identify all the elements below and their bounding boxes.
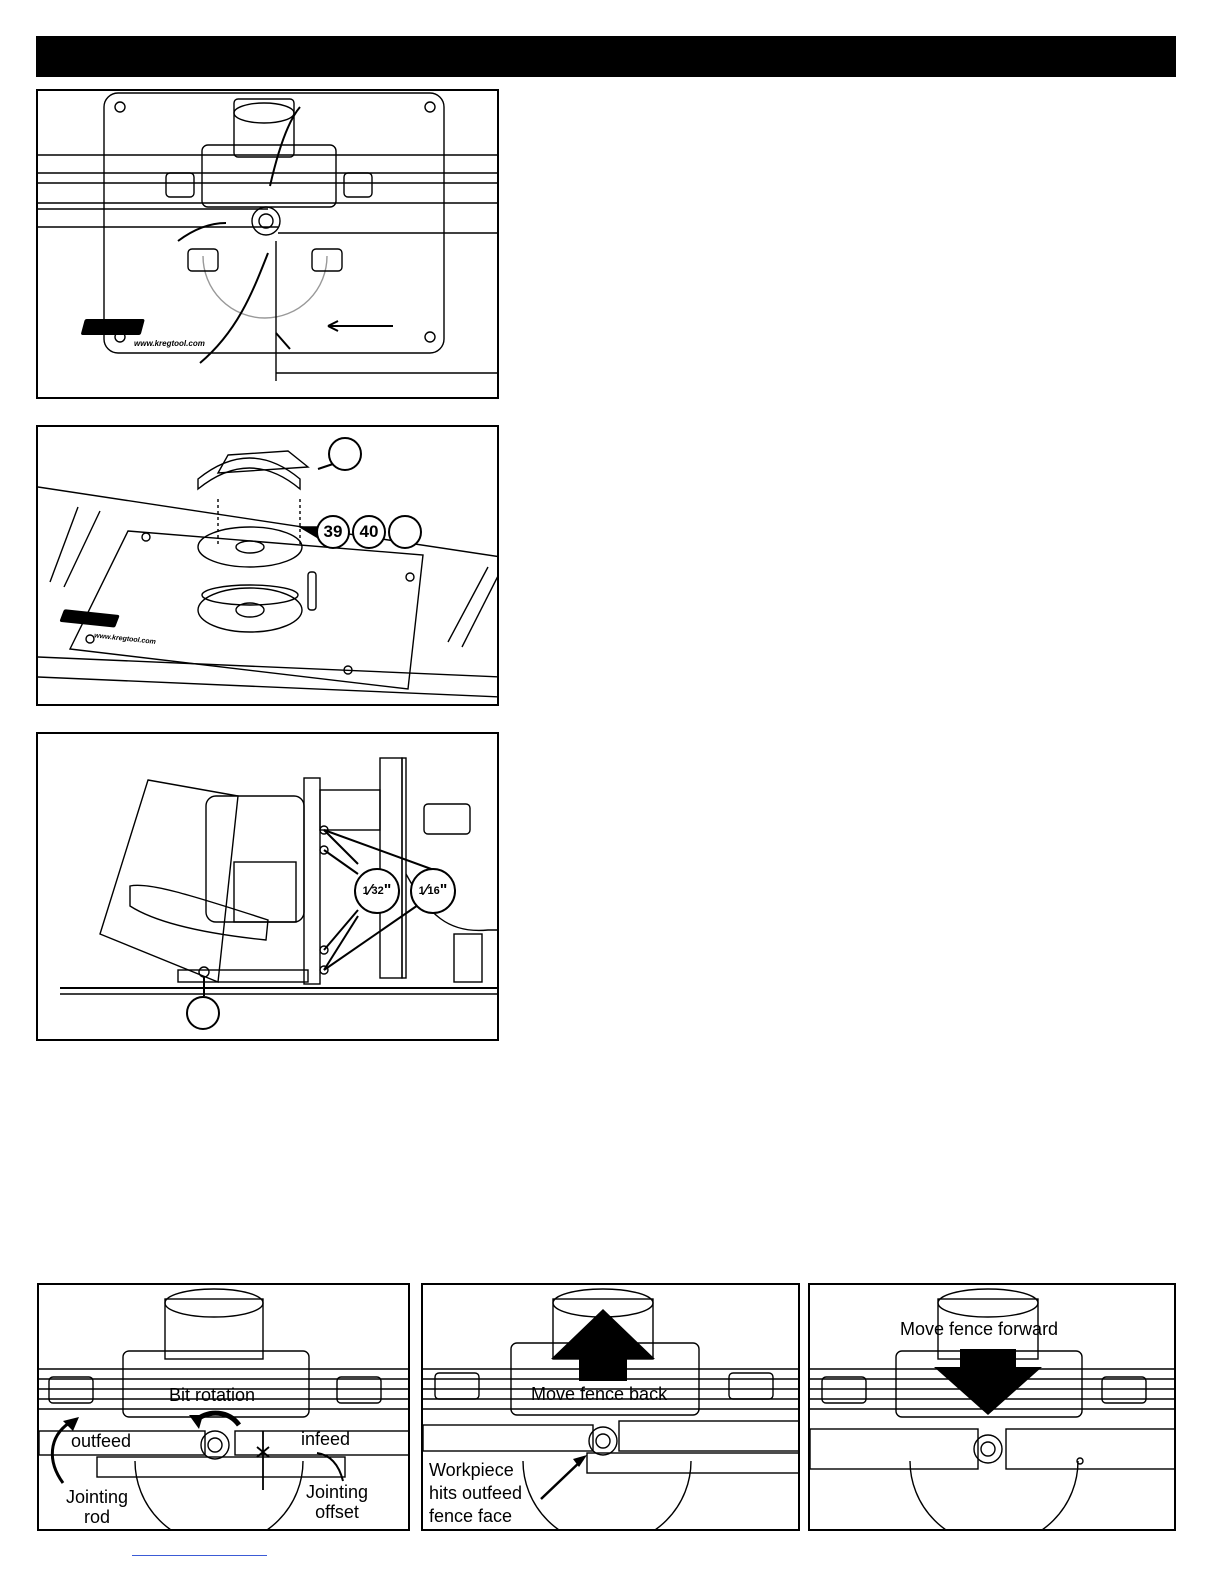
jointing-rod-label — [61, 1487, 133, 1527]
jointing-rod-line-1: Jointing — [65, 1487, 129, 1507]
figure-fence-top-view — [36, 89, 499, 399]
callout-39: 39 — [316, 515, 350, 549]
callout-bubble-top — [328, 437, 362, 471]
logo-url-text-2: www.kregtool.com — [93, 632, 157, 646]
workpiece-line-2: hits outfeed — [429, 1483, 523, 1503]
figure-insert-plate — [36, 425, 499, 706]
fraction-1-32-callout: 1 ⁄ 32 " — [354, 868, 400, 914]
fraction-numerator: 1 — [362, 885, 369, 897]
logo-url-text: www.kregtool.com — [134, 339, 205, 348]
figure-fence-side-view — [36, 732, 499, 1041]
fraction-denominator: 16 — [427, 885, 440, 897]
workpiece-line-1: Workpiece — [429, 1460, 514, 1480]
jointing-offset-line-2: offset — [315, 1502, 359, 1522]
insert-plate-illustration — [38, 427, 499, 706]
outfeed-label: outfeed — [71, 1431, 132, 1451]
fraction-denominator: 32 — [371, 885, 384, 897]
move-fence-forward-label: Move fence forward — [900, 1319, 1059, 1339]
jointing-offset-line-1: Jointing — [305, 1482, 369, 1502]
callout-bubble-bottom — [186, 996, 220, 1030]
fraction-1-16-callout: 1 ⁄ 16 " — [410, 868, 456, 914]
jointing-offset-label — [299, 1482, 375, 1522]
fraction-numerator: 1 — [418, 885, 425, 897]
section-header-bar — [36, 36, 1176, 77]
footer-link-underline — [132, 1555, 267, 1556]
bit-rotation-label: Bit rotation — [169, 1385, 256, 1405]
callout-40: 40 — [352, 515, 386, 549]
panel-jointing-setup — [37, 1283, 410, 1531]
fence-top-view-illustration — [38, 91, 499, 399]
move-fence-back-label: Move fence back — [531, 1384, 668, 1404]
workpiece-hits-outfeed-label — [429, 1459, 522, 1528]
workpiece-line-3: fence face — [429, 1506, 513, 1526]
panel-move-fence-back — [421, 1283, 800, 1531]
panel-move-fence-forward — [808, 1283, 1176, 1531]
infeed-label: infeed — [301, 1429, 351, 1449]
callout-bubble-third — [388, 515, 422, 549]
jointing-rod-line-2: rod — [83, 1507, 110, 1527]
